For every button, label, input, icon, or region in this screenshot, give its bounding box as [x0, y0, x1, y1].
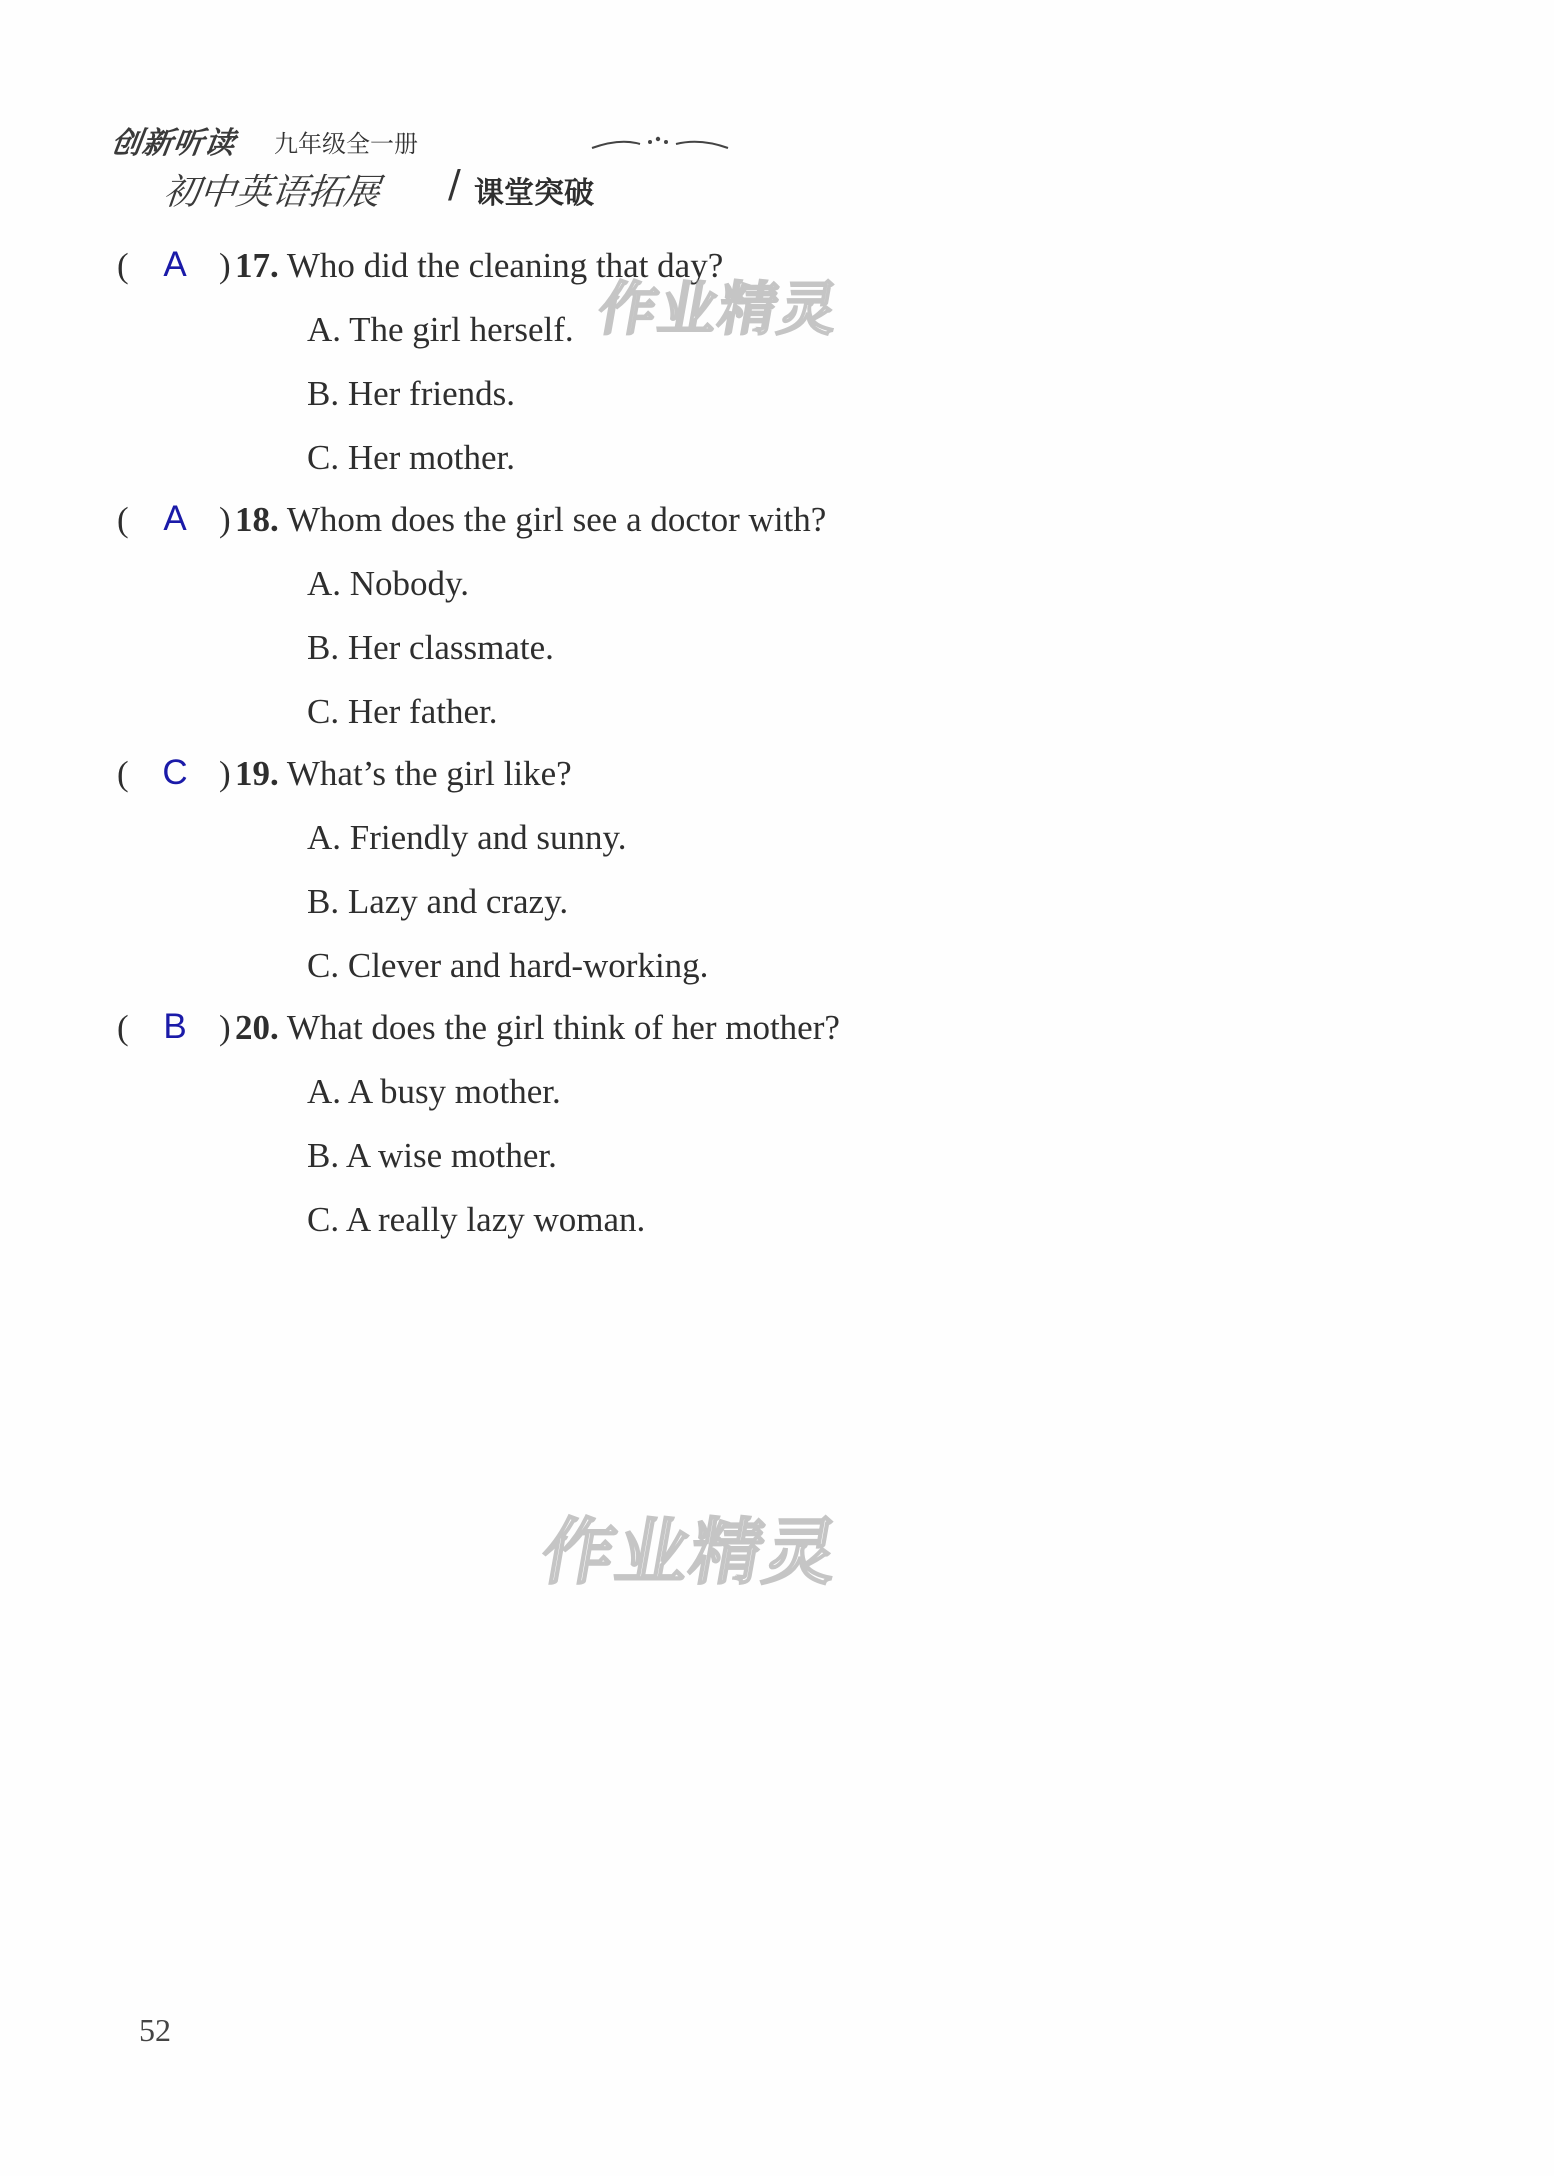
answer-letter: A — [163, 245, 187, 284]
paren-open: ( — [117, 246, 129, 285]
paren-open: ( — [117, 754, 129, 793]
option-b: B. Her friends. — [307, 374, 516, 413]
option-c: C. Clever and hard-working. — [307, 946, 709, 985]
question-text: Who did the cleaning that day? — [286, 246, 724, 285]
paren-close: ) — [219, 754, 231, 793]
paren-open: ( — [117, 1008, 129, 1047]
option-a: A. The girl herself. — [307, 310, 574, 349]
grade-label: 九年级全一册 — [274, 130, 418, 158]
answer-letter: B — [163, 1007, 187, 1046]
option-b: B. Her classmate. — [307, 628, 554, 667]
series-title: 创新听读 — [109, 126, 238, 161]
option-c: C. A really lazy woman. — [307, 1200, 646, 1239]
paren-close: ) — [219, 1008, 231, 1047]
page-header — [109, 118, 632, 218]
section-title: 课堂突破 — [474, 176, 594, 211]
page-number: 52 — [139, 2012, 171, 2048]
question-text: Whom does the girl see a doctor with? — [286, 500, 827, 539]
question-text: What’s the girl like? — [286, 754, 572, 793]
option-b: B. A wise mother. — [307, 1136, 557, 1175]
option-a: A. A busy mother. — [307, 1072, 561, 1111]
option-a: A. Nobody. — [307, 564, 470, 603]
question-stem — [235, 1008, 840, 1048]
watermark-middle: 作业精灵 — [535, 1510, 847, 1594]
question-stem — [235, 754, 572, 794]
header-ornament-icon — [590, 134, 730, 154]
watermark-top: 作业精灵 — [593, 275, 846, 343]
option-c: C. Her father. — [307, 692, 498, 731]
answer-letter: C — [162, 753, 188, 792]
question-stem — [235, 500, 826, 540]
question-number: 18. — [235, 500, 279, 539]
question-number: 19. — [235, 754, 279, 793]
question-number: 20. — [235, 1008, 279, 1047]
option-b: B. Lazy and crazy. — [307, 882, 569, 921]
question-number: 17. — [235, 246, 279, 285]
answer-letter: A — [163, 499, 187, 538]
option-c: C. Her mother. — [307, 438, 516, 477]
question-stem — [235, 246, 723, 286]
header-slash: / — [448, 162, 461, 206]
paren-close: ) — [219, 500, 231, 539]
paren-open: ( — [117, 500, 129, 539]
option-a: A. Friendly and sunny. — [307, 818, 627, 857]
question-text: What does the girl think of her mother? — [286, 1008, 840, 1047]
book-title: 初中英语拓展 — [161, 172, 382, 213]
paren-close: ) — [219, 246, 231, 285]
